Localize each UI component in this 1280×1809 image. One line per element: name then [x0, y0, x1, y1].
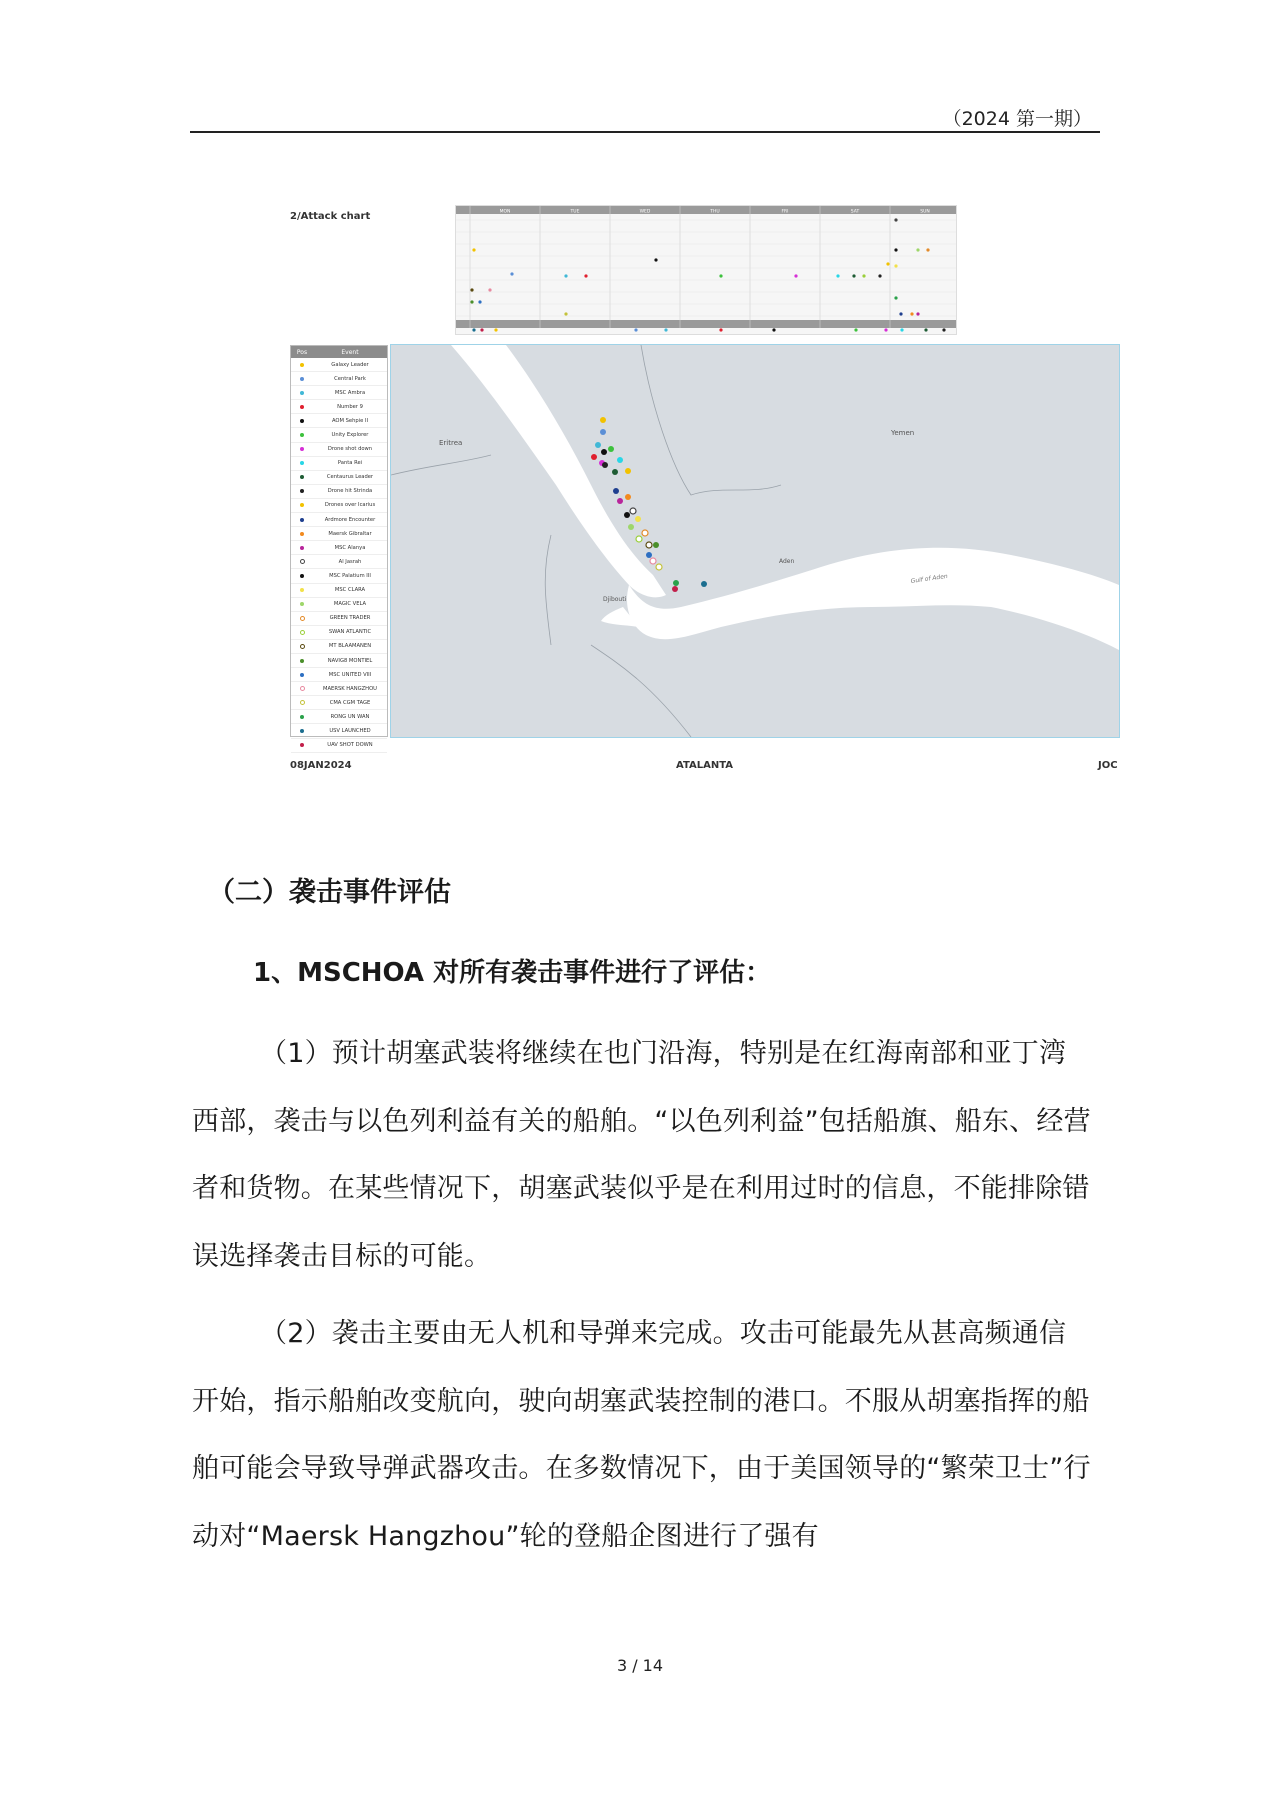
legend-marker	[291, 659, 313, 663]
legend-label: Maersk Gibraltar	[328, 530, 372, 537]
chart-event-point	[916, 248, 919, 251]
map-event-point	[617, 457, 623, 463]
legend-item	[291, 499, 387, 513]
legend-item	[291, 710, 387, 724]
legend-item	[291, 513, 387, 527]
page-number: 3 / 14	[616, 1656, 664, 1675]
legend-label: MSC CLARA	[334, 587, 366, 594]
chart-event-point	[719, 328, 722, 331]
chart-event-point	[472, 248, 475, 251]
map-event-point	[625, 468, 631, 474]
map-label-gulf: Gulf of Aden	[910, 572, 949, 585]
legend-item	[291, 654, 387, 668]
legend-marker	[291, 743, 313, 747]
sub-heading: 1、MSCHOA 对所有袭击事件进行了评估：	[253, 958, 772, 988]
legend-label: Galaxy Leader	[331, 361, 369, 368]
legend-item	[291, 372, 387, 386]
legend-marker	[291, 574, 313, 578]
legend-label: MSC Palatium III	[329, 572, 371, 579]
legend-item	[291, 358, 387, 372]
legend-label: Drone shot down	[327, 446, 373, 453]
attack-chart-graphic	[456, 206, 956, 334]
chart-event-point	[664, 328, 667, 331]
map-event-point	[646, 552, 652, 558]
map-event-point	[650, 558, 656, 564]
legend-marker	[291, 546, 313, 550]
legend-header-pos: Pos	[296, 348, 308, 356]
legend-label: Drone hit Strinda	[327, 488, 373, 495]
legend-label: CMA CGM TAGE	[329, 699, 371, 706]
map-label-yemen: Yemen	[891, 429, 915, 437]
map-event-point	[628, 524, 634, 530]
map-event-point	[673, 580, 679, 586]
legend-marker	[291, 673, 313, 677]
paragraph-2: （2）袭击主要由无人机和导弹来完成。攻击可能最先从甚高频通信开始，指示船舶改变航向，驶向胡塞武装控制的港口。不服从胡塞指挥的船舶可能会导致导弹武器攻击。在多数情况下，由于美国领导的“繁荣卫士”行动对“Maersk Hangzhou”轮的登船企图进行了强有	[192, 1318, 1091, 1552]
map-event-point	[602, 462, 608, 468]
chart-event-point	[654, 258, 657, 261]
chart-event-point	[924, 328, 927, 331]
legend-label: MSC Ambra	[334, 389, 366, 396]
legend-item	[291, 696, 387, 710]
header-rule	[190, 131, 1100, 133]
legend-marker	[291, 391, 313, 395]
legend-label: MT BLAAMANEN	[328, 643, 372, 650]
legend-label: Al Jasrah	[338, 558, 362, 565]
chart-event-point	[470, 300, 473, 303]
legend-marker	[291, 433, 313, 437]
attack-chart	[455, 205, 957, 335]
chart-event-point	[480, 328, 483, 331]
legend-item	[291, 400, 387, 414]
chart-day-label: FRI	[781, 209, 789, 215]
figure-title: 2/Attack chart	[290, 211, 371, 222]
legend-marker	[291, 377, 313, 381]
legend-item	[291, 541, 387, 555]
map-event-point	[600, 429, 606, 435]
figure-footer-source: ATALANTA	[676, 760, 734, 771]
legend-marker	[291, 644, 313, 649]
legend-marker	[291, 700, 313, 705]
legend-marker	[291, 518, 313, 522]
chart-event-point	[719, 274, 722, 277]
map-event-point	[672, 586, 678, 592]
legend-marker	[291, 503, 313, 507]
chart-event-point	[634, 328, 637, 331]
chart-event-point	[942, 328, 945, 331]
figure-footer-date: 08JAN2024	[290, 760, 352, 771]
legend-item	[291, 485, 387, 499]
chart-event-point	[772, 328, 775, 331]
chart-event-point	[894, 296, 897, 299]
legend-marker	[291, 602, 313, 606]
chart-event-point	[852, 274, 855, 277]
event-legend	[290, 345, 388, 749]
chart-event-point	[510, 272, 513, 275]
map-label-aden: Aden	[779, 558, 795, 565]
chart-event-point	[910, 312, 913, 315]
legend-label: SWAN ATLANTIC	[328, 629, 372, 636]
chart-event-point	[878, 274, 881, 277]
chart-event-point	[900, 328, 903, 331]
map-event-point	[624, 512, 630, 518]
legend-label: RONG UN WAN	[330, 713, 370, 720]
map-event-point	[653, 542, 659, 548]
map-event-point	[601, 449, 607, 455]
legend-item	[291, 724, 387, 738]
legend-marker	[291, 475, 313, 479]
legend-label: GREEN TRADER	[329, 615, 371, 622]
chart-event-point	[894, 264, 897, 267]
map-event-point	[612, 469, 618, 475]
chart-event-point	[836, 274, 839, 277]
legend-label: UAV SHOT DOWN	[327, 742, 373, 749]
map-event-point	[608, 446, 614, 452]
map-event-point	[625, 494, 631, 500]
legend-item	[291, 682, 387, 696]
legend-label: NAVIG8 MONTIEL	[327, 657, 373, 664]
chart-event-point	[886, 262, 889, 265]
chart-event-point	[794, 274, 797, 277]
legend-marker	[291, 729, 313, 733]
chart-event-point	[470, 288, 473, 291]
legend-label: MAGIC VELA	[333, 601, 367, 608]
legend-marker	[291, 532, 313, 536]
legend-item	[291, 569, 387, 583]
legend-item	[291, 668, 387, 682]
legend-label: Unity Explorer	[331, 432, 369, 439]
legend-label: Drones over Icarius	[324, 502, 376, 509]
legend-label: Centaurus Leader	[326, 474, 374, 481]
legend-header	[291, 346, 387, 358]
legend-label: MAERSK HANGZHOU	[323, 685, 377, 692]
legend-marker	[291, 559, 313, 564]
chart-event-point	[478, 300, 481, 303]
map-event-point	[642, 530, 648, 536]
legend-marker	[291, 630, 313, 635]
map-event-point	[636, 536, 642, 542]
legend-item	[291, 612, 387, 626]
map-event-point	[600, 417, 606, 423]
legend-label: MSC UNITED VIII	[328, 671, 372, 678]
legend-item	[291, 386, 387, 400]
legend-item	[291, 457, 387, 471]
chart-event-point	[884, 328, 887, 331]
header-issue: （2024 第一期）	[942, 108, 1092, 130]
map-label-eritrea: Eritrea	[439, 439, 463, 447]
legend-marker	[291, 616, 313, 621]
chart-event-point	[488, 288, 491, 291]
legend-label: Ardmore Encounter	[324, 516, 376, 523]
legend-header-event: Event	[341, 348, 359, 356]
map-label-djibouti: Djibouti	[603, 596, 627, 603]
map-event-point	[591, 454, 597, 460]
chart-event-point	[584, 274, 587, 277]
chart-event-point	[894, 248, 897, 251]
section-heading: （二）袭击事件评估	[208, 877, 451, 908]
legend-item	[291, 598, 387, 612]
chart-event-point	[564, 274, 567, 277]
legend-item	[291, 555, 387, 569]
legend-marker	[291, 686, 313, 691]
chart-day-label: WED	[639, 209, 651, 215]
chart-event-point	[472, 328, 475, 331]
legend-marker	[291, 363, 313, 367]
map-event-point	[630, 508, 636, 514]
chart-day-label: SAT	[850, 209, 860, 215]
chart-day-label: TUE	[570, 209, 580, 215]
legend-marker	[291, 419, 313, 423]
map-event-point	[701, 581, 707, 587]
map-event-point	[617, 498, 623, 504]
legend-label: USV LAUNCHED	[329, 727, 371, 734]
legend-label: AOM Sehpie II	[331, 417, 369, 424]
chart-event-point	[862, 274, 865, 277]
legend-label: Number 9	[337, 403, 363, 410]
chart-event-point	[854, 328, 857, 331]
chart-day-label: SUN	[920, 209, 930, 215]
legend-marker	[291, 461, 313, 465]
legend-marker	[291, 447, 313, 451]
legend-item	[291, 739, 387, 753]
legend-item	[291, 443, 387, 457]
legend-item	[291, 640, 387, 654]
attack-map	[390, 344, 1120, 738]
legend-item	[291, 527, 387, 541]
chart-event-point	[564, 312, 567, 315]
legend-item	[291, 626, 387, 640]
legend-label: Central Park	[334, 375, 366, 382]
chart-event-point	[494, 328, 497, 331]
chart-day-label: THU	[710, 209, 720, 215]
chart-event-point	[894, 218, 897, 221]
legend-item	[291, 414, 387, 428]
legend-label: MSC Alanya	[334, 544, 366, 551]
chart-event-point	[916, 312, 919, 315]
chart-event-point	[899, 312, 902, 315]
figure-footer-joc: JOC	[1098, 760, 1118, 771]
legend-item	[291, 584, 387, 598]
map-event-point	[656, 564, 662, 570]
legend-marker	[291, 588, 313, 592]
legend-marker	[291, 489, 313, 493]
legend-label: Panta Rei	[337, 460, 363, 467]
paragraph-1: （1）预计胡塞武装将继续在也门沿海，特别是在红海南部和亚丁湾西部，袭击与以色列利益有关的船舶。“以色列利益”包括船旗、船东、经营者和货物。在某些情况下，胡塞武装似乎是在利用过时的信息，不能排除错误选择袭击目标的可能。	[192, 1038, 1091, 1272]
chart-event-point	[926, 248, 929, 251]
legend-marker	[291, 405, 313, 409]
legend-item	[291, 471, 387, 485]
red-sea-map	[391, 345, 1119, 737]
legend-item	[291, 428, 387, 442]
map-event-point	[595, 442, 601, 448]
chart-day-label: MON	[499, 209, 511, 215]
map-event-point	[646, 542, 652, 548]
map-event-point	[635, 516, 641, 522]
map-event-point	[613, 488, 619, 494]
legend-marker	[291, 715, 313, 719]
